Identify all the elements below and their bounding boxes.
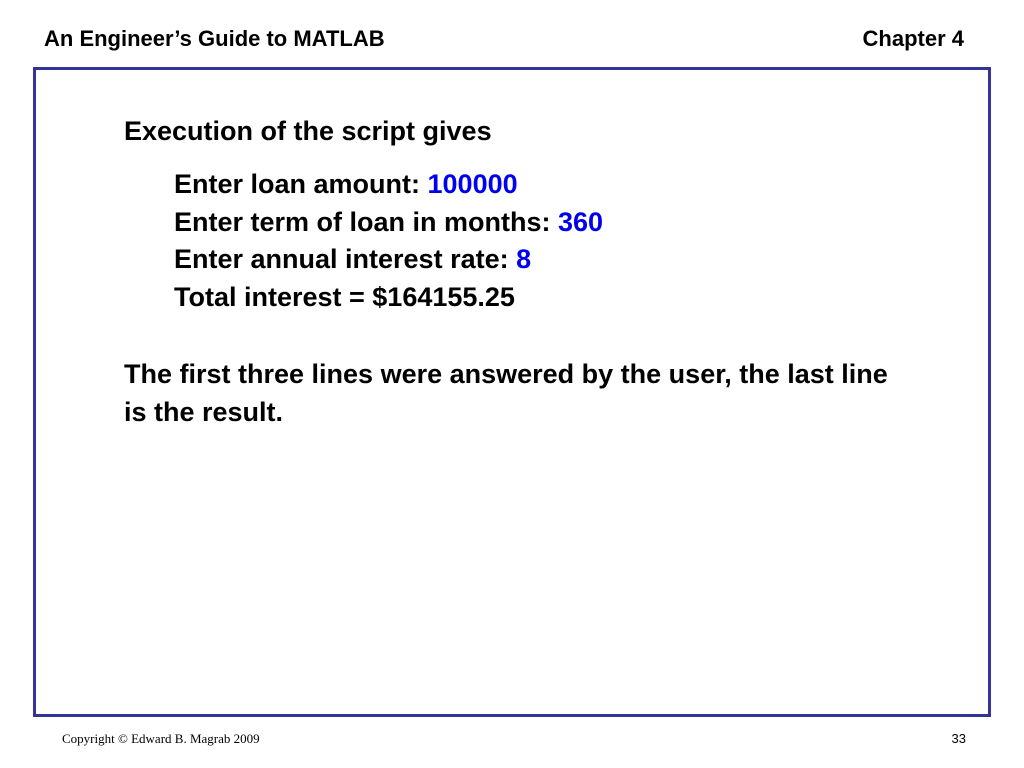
page-number: 33	[951, 731, 966, 746]
explanation-text: The first three lines were answered by the user, the last line is the result.	[124, 359, 888, 427]
chapter-label: Chapter 4	[862, 26, 964, 51]
user-input-value: 8	[516, 244, 532, 274]
session-transcript	[174, 166, 603, 316]
intro-text: Execution of the script gives	[124, 116, 492, 146]
user-input-value: 100000	[427, 169, 518, 199]
session-line-loan-amount	[174, 166, 603, 204]
content-frame	[33, 67, 991, 717]
copyright-notice: Copyright © Edward B. Magrab 2009	[62, 731, 260, 746]
prompt-text: Enter annual interest rate:	[174, 244, 517, 274]
result-text: Total interest = $164155.25	[174, 281, 515, 312]
session-line-loan-term	[174, 204, 603, 242]
prompt-text: Enter term of loan in months:	[174, 206, 559, 237]
prompt-text: Enter loan amount:	[174, 169, 428, 199]
user-input-value: 360	[558, 206, 604, 237]
session-line-total-interest	[174, 279, 603, 317]
slide-header-title: An Engineer’s Guide to MATLAB	[44, 26, 385, 51]
session-line-interest-rate	[174, 241, 603, 279]
